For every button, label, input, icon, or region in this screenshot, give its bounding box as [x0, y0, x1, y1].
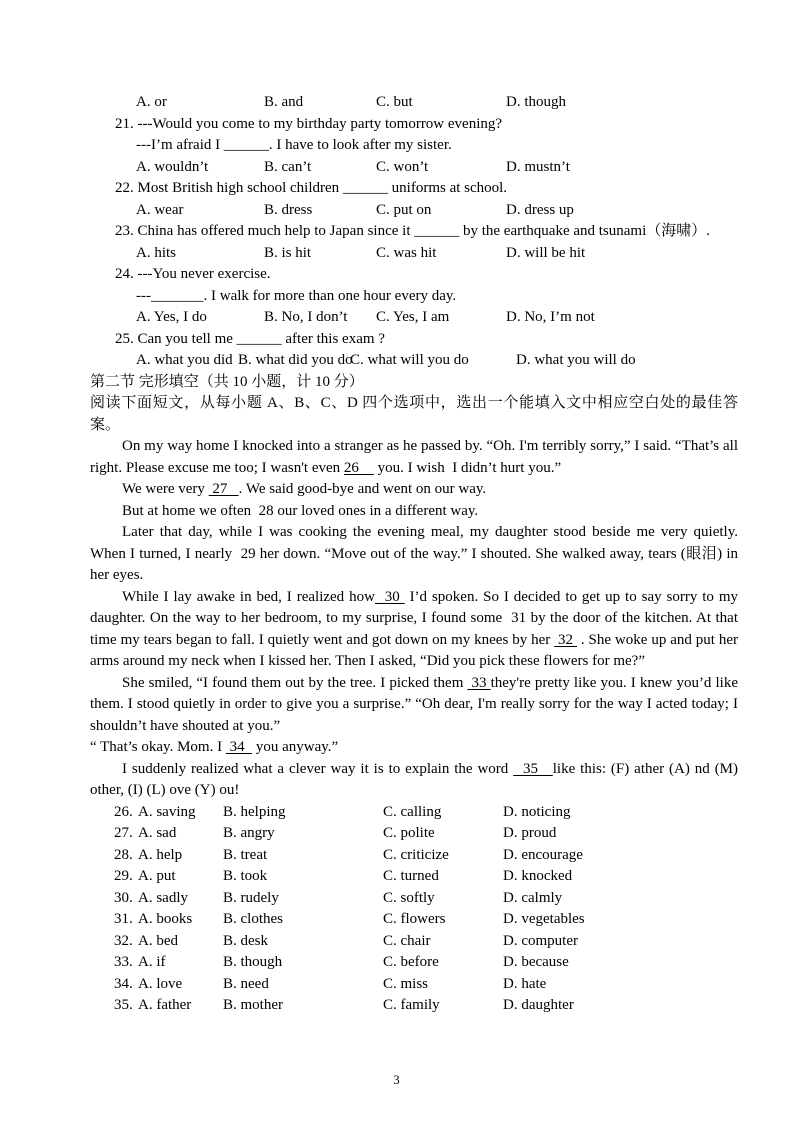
cloze-blank-35: 35 [513, 760, 553, 777]
passage-paragraph-7 [90, 737, 738, 759]
passage-paragraph-5 [90, 587, 738, 673]
question-number: 33. [114, 954, 133, 970]
option-c: C. what will you do [350, 352, 469, 368]
option-b: B. angry [223, 825, 275, 841]
passage-text: Later that day, while I was cooking the evening meal, my daughter stood beside me very quietly. When I turned, I nearly 29 her down. “Move out of the way.” I shouted. She walked away, tears (眼泪) in her eyes. [90, 524, 738, 583]
question-27-options [90, 823, 738, 845]
passage-paragraph-8 [90, 759, 738, 802]
question-21-options [90, 157, 738, 179]
page-content [90, 92, 738, 1017]
option-c: C. polite [383, 825, 435, 841]
option-b: B. rudely [223, 889, 279, 906]
option-b: B. helping [223, 803, 286, 820]
option-a: A. saving [138, 803, 196, 820]
option-d: D. what you will do [516, 352, 636, 368]
question-number: 25. [115, 330, 134, 347]
option-a: A. Yes, I do [136, 309, 207, 325]
question-24-stem [90, 264, 738, 286]
option-d: D. dress up [506, 201, 574, 218]
option-a: A. sadly [138, 889, 188, 906]
option-a: A. books [138, 911, 193, 927]
option-b: B. treat [223, 846, 268, 863]
option-c: C. chair [383, 932, 431, 949]
option-c: C. criticize [383, 846, 449, 863]
option-d: D. No, I’m not [506, 309, 595, 325]
option-c: C. flowers [383, 911, 446, 927]
option-a: A. what you did [136, 352, 233, 368]
question-25-stem [90, 329, 738, 351]
question-21-stem-line2: ---I’m afraid I ______. I have to look after my sister. [136, 137, 452, 153]
passage-paragraph-4 [90, 522, 738, 587]
option-d: D. mustn’t [506, 158, 570, 175]
passage-text: But at home we often 28 our loved ones in a different way. [122, 502, 479, 519]
question-number: 23. [115, 223, 134, 239]
option-c: C. softly [383, 889, 435, 906]
question-28-options [90, 845, 738, 867]
passage-text: While I lay awake in bed, I realized how [122, 588, 375, 605]
question-30-options [90, 888, 738, 910]
option-b: B. and [264, 94, 304, 110]
option-a: A. love [138, 975, 183, 992]
passage-text: She smiled, “I found them out by the tree. I picked them [122, 674, 468, 691]
question-number: 34. [114, 975, 133, 992]
passage-text: you. I wish I didn’t hurt you.” [373, 459, 562, 476]
passage-text: I suddenly realized what a clever way it is to explain the word [122, 760, 514, 777]
question-number: 21. [115, 115, 134, 132]
passage-text: like this: (F) ather (A) nd (M) other, (I) (L) ove (Y) ou! [90, 760, 739, 798]
question-31-options [90, 909, 738, 931]
question-32-options [90, 931, 738, 953]
option-d: D. calmly [503, 889, 563, 906]
option-a: A. wear [136, 201, 184, 218]
question-23-stem [90, 221, 738, 243]
option-a: A. put [138, 868, 176, 884]
section-heading: 第二节 完形填空（共 10 小题，计 10 分） [90, 373, 364, 390]
option-d: D. will be hit [506, 244, 586, 261]
question-23-options [90, 243, 738, 265]
option-d: D. hate [503, 975, 547, 992]
option-c: C. before [383, 954, 439, 970]
option-d: D. encourage [503, 846, 583, 863]
option-c: C. turned [383, 868, 439, 884]
page-number: 3 [393, 1073, 400, 1087]
option-d: D. knocked [503, 868, 573, 884]
passage-paragraph-3 [90, 501, 738, 523]
passage-text: We were very [122, 481, 209, 497]
option-c: C. won’t [376, 158, 429, 175]
option-b: B. what did you do [238, 352, 353, 368]
question-number: 32. [114, 932, 133, 949]
option-d: D. noticing [503, 803, 571, 820]
passage-paragraph-2 [90, 479, 738, 501]
cloze-blank-32: 32 [554, 631, 577, 648]
cloze-blank-27: 27 [208, 481, 239, 497]
option-d: D. proud [503, 825, 557, 841]
option-a: A. hits [136, 244, 177, 261]
question-text: Most British high school children ______ uniforms at school. [137, 180, 508, 196]
question-number: 28. [114, 846, 133, 863]
option-a: A. or [136, 94, 167, 110]
option-c: C. Yes, I am [376, 309, 450, 325]
option-d: D. vegetables [503, 911, 585, 927]
passage-text: I’d spoken. So I decided to get up to say sorry to my daughter. On the way to her bedroom, to my surprise, I found some 31 by the door of the kitchen. At that time my tears began to fall. I quietly went and got down on my knees by her [90, 588, 739, 648]
option-b: B. dress [264, 201, 313, 218]
passage-paragraph-1 [90, 436, 738, 479]
cloze-blank-30: 30 [374, 588, 405, 605]
question-34-options [90, 974, 738, 996]
question-35-options [90, 995, 738, 1017]
question-29-options [90, 866, 738, 888]
question-number: 31. [114, 911, 133, 927]
option-b: B. took [223, 868, 268, 884]
option-b: B. desk [223, 932, 268, 949]
option-a: A. help [138, 846, 183, 863]
question-25-options [90, 350, 738, 372]
question-text: ---Would you come to my birthday party tomorrow evening? [137, 115, 503, 132]
question-26-options [90, 802, 738, 824]
option-c: C. family [383, 997, 440, 1013]
option-b: B. mother [223, 997, 283, 1013]
question-33-options [90, 952, 738, 974]
question-text: Can you tell me ______ after this exam ? [137, 330, 385, 347]
question-number: 26. [114, 803, 133, 820]
question-20-options [90, 92, 738, 114]
option-d: D. because [503, 954, 569, 970]
option-c: C. was hit [376, 244, 437, 261]
passage-text: . We said good-bye and went on our way. [238, 481, 487, 497]
passage-text: . She woke up and put her arms around my neck when I kissed her. Then I asked, “Did you pick these flowers for me?” [90, 631, 739, 669]
option-a: A. if [138, 954, 166, 970]
cloze-blank-34: 34 [225, 739, 253, 755]
passage-text: you anyway.” [252, 739, 339, 755]
option-b: B. can’t [264, 158, 312, 175]
option-b: B. clothes [223, 911, 283, 927]
option-b: B. No, I don’t [264, 309, 348, 325]
option-c: C. calling [383, 803, 442, 820]
section-instructions: 阅读下面短文，从每小题 A、B、C、D 四个选项中，选出一个能填入文中相应空白处的最佳答案。 [90, 395, 738, 433]
option-d: D. though [506, 94, 566, 110]
option-a: A. bed [138, 932, 178, 949]
question-22-stem [90, 178, 738, 200]
question-24-options [90, 307, 738, 329]
cloze-blank-26: 26 [343, 459, 374, 476]
question-24-stem-line2: ---_______. I walk for more than one hour every day. [136, 287, 457, 304]
option-c: C. miss [383, 975, 429, 992]
option-a: A. wouldn’t [136, 158, 209, 175]
option-b: B. though [223, 954, 283, 970]
passage-text: “ That’s okay. Mom. I [90, 739, 226, 755]
option-b: B. need [223, 975, 269, 992]
question-number: 30. [114, 889, 133, 906]
question-number: 35. [114, 997, 133, 1013]
question-number: 27. [114, 825, 133, 841]
question-text: ---You never exercise. [137, 266, 271, 282]
option-d: D. computer [503, 932, 578, 949]
option-c: C. put on [376, 201, 432, 218]
question-text: China has offered much help to Japan since it ______ by the earthquake and tsunami（海啸）. [137, 223, 711, 239]
passage-text: they're pretty like you. I knew you’d like them. I stood quietly in order to give you a surprise.” “Oh dear, I'm really sorry for the way I acted today; I shouldn’t have shouted at you.” [90, 674, 738, 734]
option-b: B. is hit [264, 244, 312, 261]
option-a: A. father [138, 997, 192, 1013]
option-a: A. sad [138, 825, 177, 841]
option-c: C. but [376, 94, 413, 110]
question-21-stem [90, 114, 738, 136]
cloze-blank-33: 33 [467, 674, 491, 691]
question-22-options [90, 200, 738, 222]
option-d: D. daughter [503, 997, 574, 1013]
question-number: 29. [114, 868, 133, 884]
passage-text: On my way home I knocked into a stranger as he passed by. “Oh. I'm terribly sorry,” I said. “That’s all right. Please excuse me too; I wasn't even [90, 438, 738, 476]
question-number: 24. [115, 266, 134, 282]
question-number: 22. [115, 180, 134, 196]
passage-paragraph-6 [90, 673, 738, 738]
